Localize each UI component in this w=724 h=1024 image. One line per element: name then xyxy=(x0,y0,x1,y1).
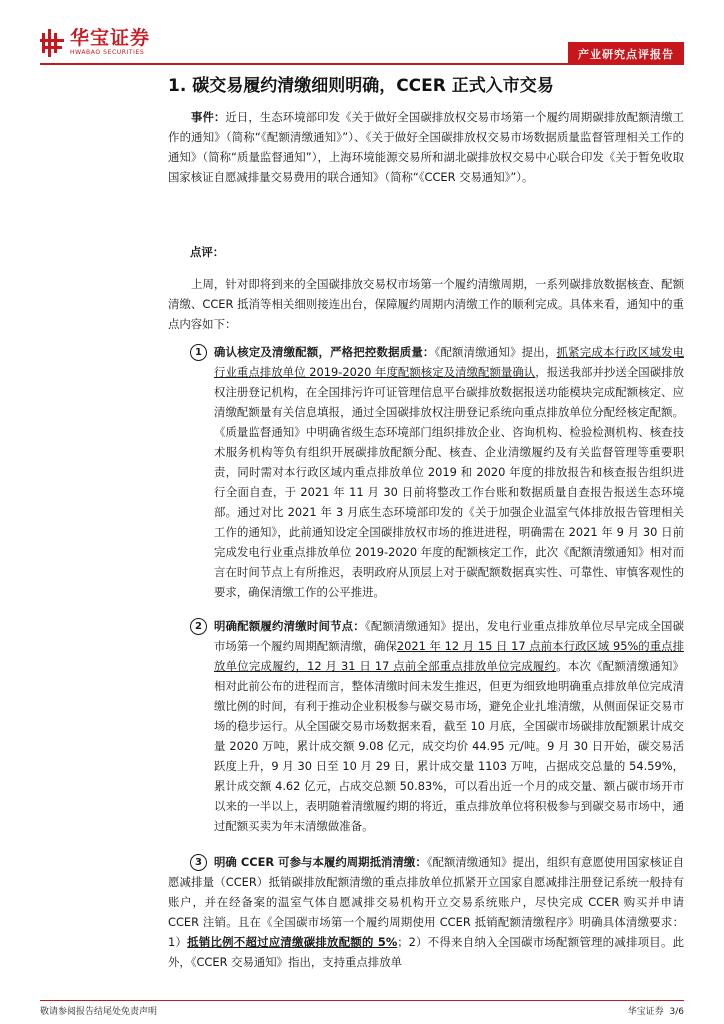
comment-intro: 上周，针对即将到来的全国碳排放交易权市场第一个履约清缴周期，一系列碳排放数据核查、配额清缴、CCER 抵消等相关细则接连出台，保障履约周期内清缴工作的顺利完成。具体来看，通知中的重点内容如下： xyxy=(168,277,684,331)
section-title: 1. 碳交易履约清缴细则明确，CCER 正式入市交易 xyxy=(168,76,554,96)
item-number-badge: 1 xyxy=(190,344,207,361)
footer-page-info xyxy=(628,1004,684,1017)
report-type-badge: 产业研究点评报告 xyxy=(568,42,684,65)
event-text: 近日，生态环境部印发《关于做好全国碳排放权交易市场第一个履约周期碳排放配额清缴工作的通知》（简称“《配额清缴通知》”）、《关于做好全国碳排放权交易市场数据质量监督管理相关工作的通知》（简称“质量监督通知”），上海环境能源交易所和湖北碳排放权交易中心联合印发《关于暂免收取国家核证自愿减排量交易费用的联合通知》（简称“《CCER 交易通知》”）。 xyxy=(168,110,684,184)
hwabao-logo-icon xyxy=(40,29,64,57)
footer-divider xyxy=(40,1000,684,1001)
key-point-2 xyxy=(168,616,684,836)
key-point-body xyxy=(214,342,684,602)
key-point-3 xyxy=(168,852,684,972)
key-point-title: 明确 CCER 可参与本履约周期抵消清缴： xyxy=(214,855,427,869)
key-point-highlight: 抵销比例不超过应清缴碳排放配额的 5% xyxy=(187,935,398,949)
brand-logo xyxy=(40,28,150,57)
key-point-text: 。本次《配额清缴通知》相对此前公布的进程而言，整体清缴时间未发生推迟，但更为细致地明确重点排放单位完成清缴比例的时间，有利于推动企业积极参与碳交易市场，避免企业扎堆清缴，从侧面保证交易市场的稳步运行。从全国碳交易市场数据来看，截至 10 月底，全国碳市场碳排放配额累计成交量 2020 万吨，累计成交额 9.08 亿元，成交均价 44.95 元/吨。9 月 30 日开始，碳交易活跃度上升，9 月 30 日至 10 月 29 日，累计成交量 1103 万吨，占据成交总量的 54.59%，累计成交额 4.62 亿元，占成交总额 50.83%，可以看出近一个月的成交量、额占碳市场开市以来的一半以上，表明随着清缴履约期的将近，重点排放单位将积极参与到碳交易市场中，通过配额买卖为年末清缴做准备。 xyxy=(214,659,684,833)
item-number-badge: 3 xyxy=(190,854,207,871)
key-point-highlight: 抓紧完成本行政区域发电行业重点排放单位 2019-2020 年度配额核定及清缴配额量确认 xyxy=(214,345,684,379)
page-number: 3/6 xyxy=(669,1007,684,1017)
header-divider xyxy=(40,63,684,65)
event-lead: 事件： xyxy=(191,110,226,124)
key-point-text: ，报送我部并抄送全国碳排放权注册登记机构，在全国排污许可证管理信息平台碳排放数据报送功能模块完成配额核定、应清缴配额量有关信息填报，通过全国碳排放权注册登记系统向重点排放单位分配经核定配额。《质量监督通知》中明确省级生态环境部门组织排放企业、咨询机构、检验检测机构、核查技术服务机构等负有组织开展碳排放配额分配、核查、企业清缴履约及有关监督管理等重要职责，同时需对本行政区域内重点排放单位 2019 和 2020 年度的排放报告和核查报告组织进行全面自查，于 2021 年 11 月 30 日前将整改工作台账和数据质量自查报告报送生态环境部。通过对比 2021 年 3 月底生态环境部印发的《关于加强企业温室气体排放报告管理相关工作的通知》，此前通知设定全国碳排放权市场的推进进程，明确需在 2021 年 9 月 30 日前完成发电行业重点排放单位 2019-2020 年度的配额核定工作，此次《配额清缴通知》相对而言在时间节点上有所推迟，表明政府从顶层上对于碳配额数据真实性、可靠性、审慎客观性的要求，确保清缴工作的公平推进。 xyxy=(214,365,684,599)
key-point-text: 《配额清缴通知》提出， xyxy=(434,345,557,359)
key-point-highlight: 2021 年 12 月 15 日 17 点前本行政区域 95%的重点排放单位完成履约，12 月 31 日 17 点前全部重点排放单位完成履约 xyxy=(214,639,684,673)
comment-label: 点评： xyxy=(190,245,225,259)
event-paragraph xyxy=(168,107,684,187)
key-point-title: 明确配额履约清缴时间节点： xyxy=(214,619,365,633)
page-header xyxy=(0,0,724,70)
footer-disclaimer: 敬请参阅报告结尾处免责声明 xyxy=(40,1007,158,1017)
key-point-1 xyxy=(168,342,684,602)
key-point-text: 《配额清缴通知》提出，组织有意愿使用国家核证自愿减排量（CCER）抵销碳排放配额清缴的重点排放单位抓紧开立国家自愿减排注册登记系统一般持有账户，并在经备案的温室气体自愿减排交易机构开立交易系统账户，尽快完成 CCER 购买并申请 CCER 注销。且在《全国碳市场第一个履约周期使用 CCER 抵销配额清缴程序》明确具体清缴要求：1） xyxy=(168,855,684,949)
item-number-badge: 2 xyxy=(190,618,207,635)
key-point-title: 确认核定及清缴配额，严格把控数据质量： xyxy=(214,345,435,359)
key-point-body xyxy=(168,852,684,972)
brand-name-en: HWABAO SECURITIES xyxy=(70,49,145,56)
brand-name-cn: 华宝证券 xyxy=(70,27,151,49)
footer-brand: 华宝证券 xyxy=(627,1007,664,1017)
key-point-body xyxy=(214,616,684,836)
key-point-text: 《配额清缴通知》提出，发电行业重点排放单位尽早完成全国碳市场第一个履约周期配额清缴，确保 xyxy=(214,619,684,653)
key-point-text: ；2）不得来自纳入全国碳市场配额管理的减排项目。此外，《CCER 交易通知》指出，支持重点排放单 xyxy=(168,935,684,969)
